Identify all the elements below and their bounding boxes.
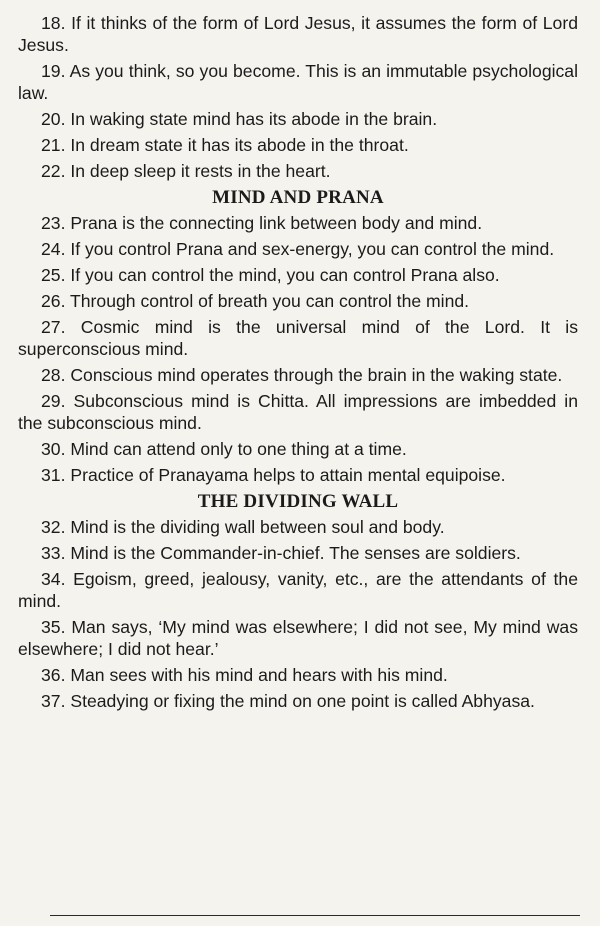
- aphorism-36: 36. Man sees with his mind and hears with his mind.: [41, 665, 448, 685]
- aphorism-32: 32. Mind is the dividing wall between soul and body.: [41, 517, 445, 537]
- aphorism-31: 31. Practice of Pranayama helps to attain mental equipoise.: [41, 465, 506, 485]
- aphorism-18: 18. If it thinks of the form of Lord Jesus, it assumes the form of Lord Jesus.: [18, 13, 578, 55]
- aphorism-23: 23. Prana is the connecting link between body and mind.: [41, 213, 483, 233]
- aphorism-25: 25. If you can control the mind, you can control Prana also.: [41, 265, 500, 285]
- aphorism-35: 35. Man says, ‘My mind was elsewhere; I did not see, My mind was elsewhere; I did not hear.’: [18, 617, 578, 659]
- aphorism-34: 34. Egoism, greed, jealousy, vanity, etc., are the attendants of the mind.: [18, 569, 578, 611]
- aphorism-26: 26. Through control of breath you can control the mind.: [41, 291, 470, 311]
- aphorism-22: 22. In deep sleep it rests in the heart.: [41, 161, 331, 181]
- aphorism-19: 19. As you think, so you become. This is an immutable psychological law.: [18, 61, 578, 103]
- section-heading-the-dividing-wall: THE DIVIDING WALL: [197, 491, 399, 512]
- aphorism-27: 27. Cosmic mind is the universal mind of the Lord. It is superconscious mind.: [18, 317, 578, 359]
- aphorism-24: 24. If you control Prana and sex-energy, you can control the mind.: [41, 239, 555, 259]
- aphorism-28: 28. Conscious mind operates through the brain in the waking state.: [41, 365, 563, 385]
- aphorism-37: 37. Steadying or fixing the mind on one point is called Abhyasa.: [41, 691, 535, 711]
- section-heading-mind-and-prana: MIND AND PRANA: [212, 187, 384, 208]
- aphorism-29: 29. Subconscious mind is Chitta. All impressions are imbedded in the subconscious mind.: [18, 391, 578, 433]
- aphorism-33: 33. Mind is the Commander-in-chief. The senses are soldiers.: [41, 543, 521, 563]
- aphorism-20: 20. In waking state mind has its abode in the brain.: [41, 109, 438, 129]
- page-bottom-rule: [50, 915, 580, 916]
- aphorism-30: 30. Mind can attend only to one thing at a time.: [41, 439, 407, 459]
- aphorism-21: 21. In dream state it has its abode in the throat.: [41, 135, 409, 155]
